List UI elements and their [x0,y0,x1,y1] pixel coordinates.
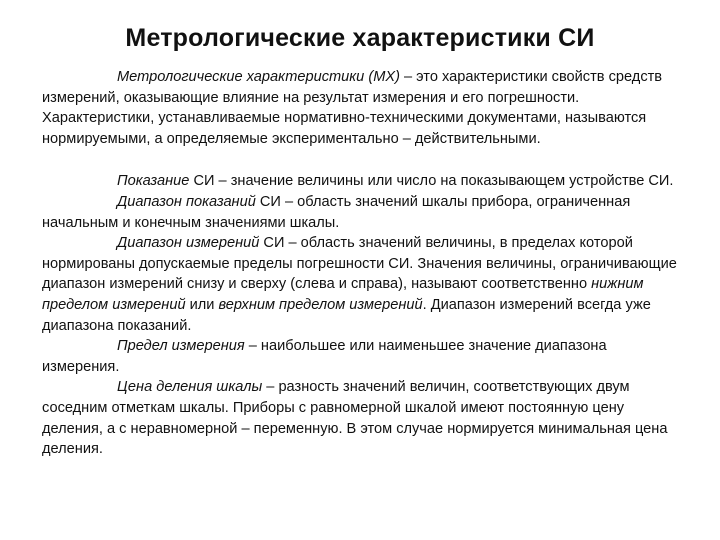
definition-measurement-limit [42,336,678,377]
text-measurement-limit: – наибольшее или наименьшее значение диапазона измерения. [42,338,607,375]
definition-measurement-range [42,233,678,336]
conjunction-or: или [185,296,219,313]
text-scale-division: – разность значений величин, соответствующих двум соседним отметкам шкалы. Приборы с равномерной шкалой имеют постоянную цену деления, а с неравномерной – переменную. В этом случае нормируется минимальная цена деления. [42,379,668,458]
term-reading: Показание [117,173,190,190]
term-measurement-limit: Предел измерения [117,338,245,355]
text-measurement-range-1: СИ – область значений величины, в пределах которой нормированы допускаемые пределы погрешности СИ. Значения величины, ограничивающие диапазон измерений снизу и сверху (слева и справа), называют соответственно [42,235,677,293]
term-measurement-range: Диапазон измерений [117,235,260,252]
paragraph-spacer [42,149,678,171]
definition-scale-division [42,377,678,459]
slide-body [42,67,678,460]
term-indication-range: Диапазон показаний [117,193,256,210]
intro-paragraph [42,67,678,149]
intro-term: Метрологические характеристики (МХ) [117,69,400,85]
upper-limit-term: верхним пределом измерений [218,296,423,313]
text-indication-range: СИ – область значений шкалы прибора, ограниченная начальным и конечным значениями шкалы. [42,193,631,231]
text-reading: СИ – значение величины или число на показывающем устройстве СИ. [189,173,674,190]
definition-indication-range [42,192,678,233]
intro-text: – это характеристики свойств средств измерений, оказывающие влияние на результат измерения и его погрешности. Характеристики, устанавливаемые нормативно-техническими документами, называются нормируемыми, а определяемые экспериментально – действительными. [42,69,663,147]
definition-reading [42,171,678,192]
lower-limit-term: нижним пределом измерений [42,276,644,313]
term-scale-division: Цена деления шкалы [117,379,263,396]
page-title: Метрологические характеристики СИ [125,24,595,52]
text-measurement-range-2: . Диапазон измерений всегда уже диапазона показаний. [42,296,651,334]
